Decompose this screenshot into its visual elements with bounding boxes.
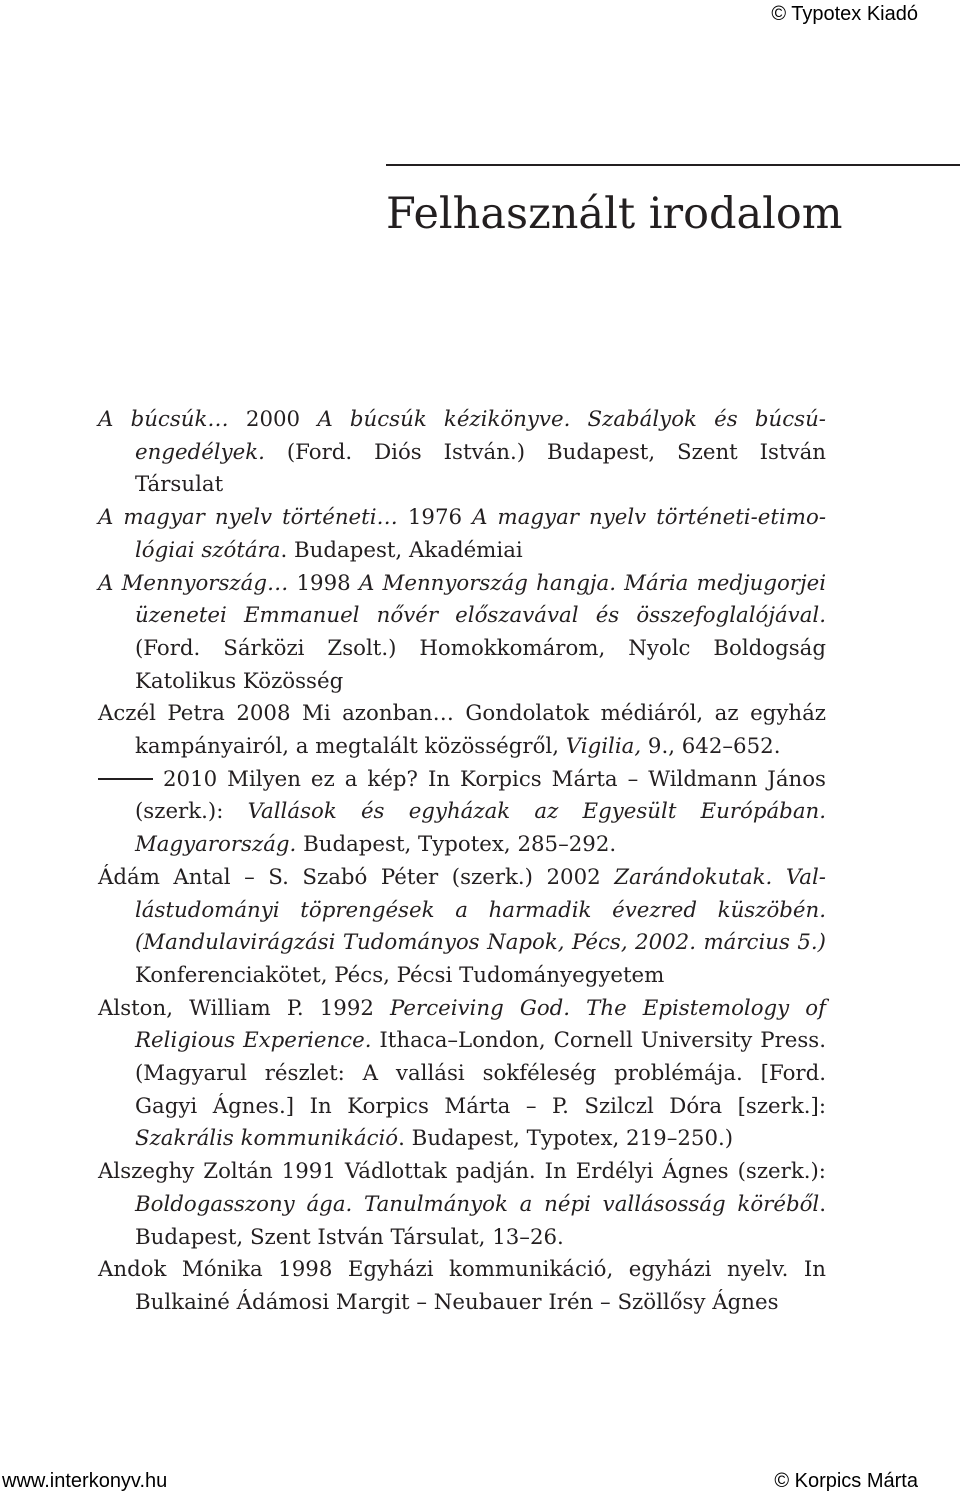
- chapter-rule: [386, 164, 960, 166]
- reference-list: [98, 404, 826, 1320]
- text-segment: Ádám Antal – S. Szabó Péter (szerk.) 2002: [98, 864, 615, 890]
- text-segment: Aczél Petra 2008 Mi azonban… Gondolatok médiáról, az egyház kampányairól, a megtalált közösségről,: [98, 701, 826, 760]
- copyright-notice: © Typotex Kiadó: [771, 3, 918, 25]
- text-segment: . Budapest, Typotex, 219–250.): [398, 1126, 734, 1152]
- reference-entry: [98, 568, 826, 699]
- italic-segment: A Mennyország…: [98, 570, 297, 596]
- text-segment: . Budapest, Szent István Társulat, 13–26.: [135, 1191, 826, 1250]
- footer-copyright: © Korpics Márta: [774, 1470, 918, 1492]
- reference-entry: [98, 1156, 826, 1254]
- text-segment: 9., 642–652.: [641, 734, 781, 760]
- text-segment: 2000: [245, 407, 318, 432]
- italic-segment: A magyar nyelv történeti…: [98, 505, 408, 531]
- text-segment: Budapest, Typotex, 285–292.: [296, 832, 617, 858]
- reference-entry-text: [135, 767, 826, 857]
- italic-segment: A magyar nyelv történeti-etimológiai szótára: [135, 505, 827, 563]
- reference-entry: [98, 698, 826, 763]
- text-segment: (Ford. Sárközi Zsolt.) Homokkomárom, Nyolc Boldogság Katolikus Közösség: [135, 635, 826, 694]
- italic-segment: Boldogasszony ága. Tanulmányok a népi vallásosság köréből: [135, 1191, 820, 1217]
- text-segment: . Budapest, Akadémiai: [280, 537, 523, 563]
- reference-entry: [98, 764, 826, 862]
- reference-entry: [98, 862, 826, 993]
- chapter-title: Felhasznált irodalom: [386, 189, 843, 239]
- text-segment: Ithaca–London, Cornell University Press. (Magyarul részlet: A vallási sokféleség problémája. [Ford. Gagyi Ágnes.] In Korpics Márta – P. Szilczl Dóra [szerk.]:: [135, 1028, 826, 1119]
- italic-segment: Zarándokutak. Vallástudományi töprengések a harmadik évezred küszöbén. (Mandulavirágzási Tudományos Napok, Pécs, 2002. március 5.): [135, 864, 826, 956]
- text-segment: (Ford. Diós István.) Budapest, Szent István Társulat: [135, 439, 826, 498]
- italic-segment: A búcsúk kézikönyve. Szabályok és búcsúengedélyek.: [135, 407, 826, 465]
- italic-segment: Vigilia,: [565, 734, 642, 760]
- footer-website: www.interkonyv.hu: [2, 1470, 168, 1492]
- text-segment: Alston, William P. 1992: [98, 995, 391, 1021]
- italic-segment: Perceiving God. The Epistemology of Religious Experience.: [135, 995, 826, 1054]
- text-segment: 2010 Milyen ez a kép? In Korpics Márta – Wildmann János (szerk.):: [135, 766, 826, 825]
- text-segment: Andok Mónika 1998 Egyházi kommunikáció, egyházi nyelv. In Bulkainé Ádámosi Margit – Neubauer Irén – Szöllősy Ágnes: [98, 1257, 826, 1315]
- reference-entry: [98, 1254, 826, 1319]
- text-segment: Konferenciakötet, Pécs, Pécsi Tudományegyetem: [135, 962, 665, 988]
- repeat-author-dash: [98, 778, 153, 780]
- italic-segment: Vallások és egyházak az Egyesült Európában. Magyarország.: [135, 799, 827, 858]
- italic-segment: A Mennyország hangja. Mária medjugorjei üzenetei Emmanuel nővér előszavával és összefoglalójával.: [135, 570, 827, 629]
- reference-entry: [98, 404, 826, 502]
- reference-entry: [98, 502, 826, 567]
- italic-segment: Szakrális kommunikáció: [135, 1126, 399, 1152]
- text-segment: 1976: [407, 505, 473, 531]
- text-segment: Alszeghy Zoltán 1991 Vádlottak padján. In Erdélyi Ágnes (szerk.):: [98, 1159, 826, 1185]
- reference-entry: [98, 993, 826, 1157]
- italic-segment: A búcsúk…: [98, 407, 246, 432]
- text-segment: 1998: [296, 570, 359, 596]
